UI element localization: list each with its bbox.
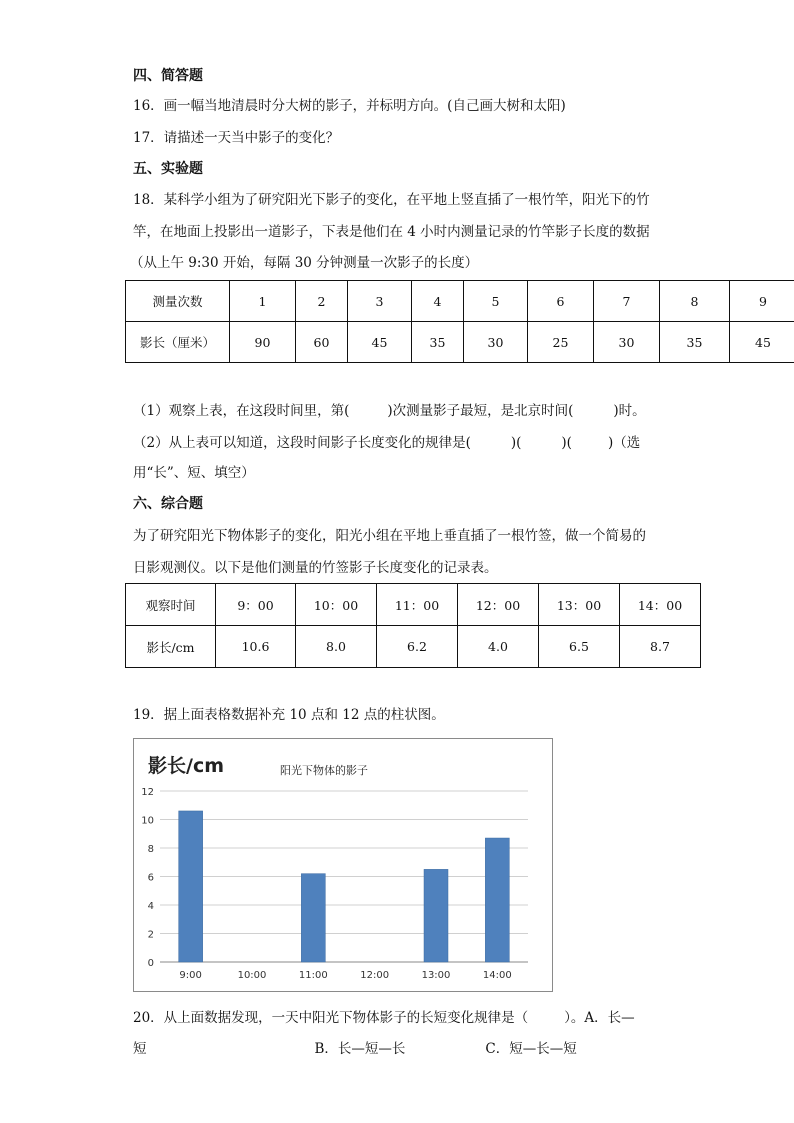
y-tick-label: 4 bbox=[147, 901, 154, 912]
table-cell: 14：00 bbox=[620, 584, 701, 626]
table-cell: 3 bbox=[348, 281, 412, 322]
intro-line-2: 日影观测仪。以下是他们测量的竹签影子长度变化的记录表。 bbox=[133, 560, 498, 576]
table-cell: 5 bbox=[464, 281, 528, 322]
bar bbox=[301, 874, 325, 962]
sub-question-1: （1）观察上表，在这段时间里，第( )次测量影子最短，是北京时间( )时。 bbox=[133, 403, 646, 419]
option-b: B．长—短—长 bbox=[314, 1041, 406, 1057]
question-20-line-2 bbox=[133, 1039, 577, 1059]
section-6-heading: 六、综合题 bbox=[133, 496, 203, 512]
question-18-line-3: （从上午 9:30 开始，每隔 30 分钟测量一次影子的长度） bbox=[130, 255, 479, 271]
table-cell: 6.5 bbox=[539, 626, 620, 668]
table-cell: 35 bbox=[412, 322, 464, 363]
table-row bbox=[126, 322, 794, 363]
table-cell: 7 bbox=[594, 281, 660, 322]
intro-line-1: 为了研究阳光下物体影子的变化，阳光小组在平地上垂直插了一根竹签，做一个简易的 bbox=[133, 528, 646, 544]
y-tick-label: 2 bbox=[147, 929, 154, 941]
table-cell: 8 bbox=[660, 281, 730, 322]
y-tick-label: 10 bbox=[141, 815, 154, 827]
bar bbox=[485, 838, 509, 962]
chart-ylabel: 影长/cm bbox=[148, 755, 225, 777]
table-cell: 11：00 bbox=[377, 584, 458, 626]
question-16: 16．画一幅当地清晨时分大树的影子，并标明方向。(自己画大树和太阳) bbox=[133, 98, 566, 114]
section-5-heading: 五、实验题 bbox=[133, 161, 203, 177]
question-18-line-2: 竿，在地面上投影出一道影子，下表是他们在 4 小时内测量记录的竹竿影子长度的数据 bbox=[133, 224, 650, 240]
table-cell: 9：00 bbox=[216, 584, 296, 626]
sub-question-2-line-2: 用“长”、短、填空） bbox=[133, 465, 255, 481]
table-cell: 45 bbox=[730, 322, 794, 363]
table-cell: 8.0 bbox=[296, 626, 377, 668]
table-cell: 6 bbox=[528, 281, 594, 322]
table-cell: 1 bbox=[230, 281, 296, 322]
question-19: 19．据上面表格数据补充 10 点和 12 点的柱状图。 bbox=[133, 707, 445, 723]
sub-question-2: （2）从上表可以知道，这段时间影子长度变化的规律是( )( )( )（选 bbox=[133, 435, 641, 451]
option-c: C．短—长—短 bbox=[485, 1041, 577, 1057]
x-tick-label: 11:00 bbox=[298, 970, 328, 981]
y-tick-label: 8 bbox=[147, 844, 154, 855]
table-cell: 4.0 bbox=[458, 626, 539, 668]
table-cell: 6.2 bbox=[377, 626, 458, 668]
table-cell: 30 bbox=[594, 322, 660, 363]
x-tick-label: 12:00 bbox=[360, 970, 390, 981]
row-header: 观察时间 bbox=[126, 584, 216, 626]
y-tick-label: 12 bbox=[141, 787, 154, 798]
shadow-bar-chart bbox=[133, 738, 553, 992]
table-cell: 4 bbox=[412, 281, 464, 322]
table-cell: 10.6 bbox=[216, 626, 296, 668]
measurement-table bbox=[125, 280, 794, 363]
x-tick-label: 9:00 bbox=[179, 970, 202, 981]
y-tick-label: 6 bbox=[147, 872, 154, 884]
question-18-line-1: 18．某科学小组为了研究阳光下影子的变化，在平地上竖直插了一根竹竿，阳光下的竹 bbox=[133, 192, 650, 208]
table-cell: 8.7 bbox=[620, 626, 701, 668]
table-row bbox=[126, 281, 794, 322]
x-tick-label: 14:00 bbox=[482, 970, 512, 981]
table-cell: 10：00 bbox=[296, 584, 377, 626]
table-cell: 35 bbox=[660, 322, 730, 363]
table-cell: 2 bbox=[296, 281, 348, 322]
option-a-end: 短 bbox=[133, 1041, 147, 1057]
x-tick-label: 13:00 bbox=[421, 970, 451, 981]
section-4-heading: 四、简答题 bbox=[133, 68, 203, 84]
table-cell: 30 bbox=[464, 322, 528, 363]
chart-canvas bbox=[134, 739, 552, 991]
shadow-record-table bbox=[125, 583, 701, 668]
table-row bbox=[126, 626, 701, 668]
chart-title: 阳光下物体的影子 bbox=[280, 764, 368, 777]
table-cell: 45 bbox=[348, 322, 412, 363]
table-cell: 60 bbox=[296, 322, 348, 363]
bar bbox=[424, 869, 448, 962]
table-row bbox=[126, 584, 701, 626]
table-cell: 90 bbox=[230, 322, 296, 363]
question-17: 17．请描述一天当中影子的变化？ bbox=[133, 130, 340, 146]
row-header: 测量次数 bbox=[126, 281, 230, 322]
table-cell: 9 bbox=[730, 281, 794, 322]
row-header: 影长/cm bbox=[126, 626, 216, 668]
row-header: 影长（厘米） bbox=[126, 322, 230, 363]
table-cell: 25 bbox=[528, 322, 594, 363]
table-cell: 12：00 bbox=[458, 584, 539, 626]
table-cell: 13：00 bbox=[539, 584, 620, 626]
bar bbox=[179, 811, 203, 962]
x-tick-label: 10:00 bbox=[237, 970, 267, 981]
y-tick-label: 0 bbox=[147, 958, 154, 969]
question-20-line-1: 20．从上面数据发现，一天中阳光下物体影子的长短变化规律是（ ）。A．长— bbox=[133, 1010, 635, 1026]
